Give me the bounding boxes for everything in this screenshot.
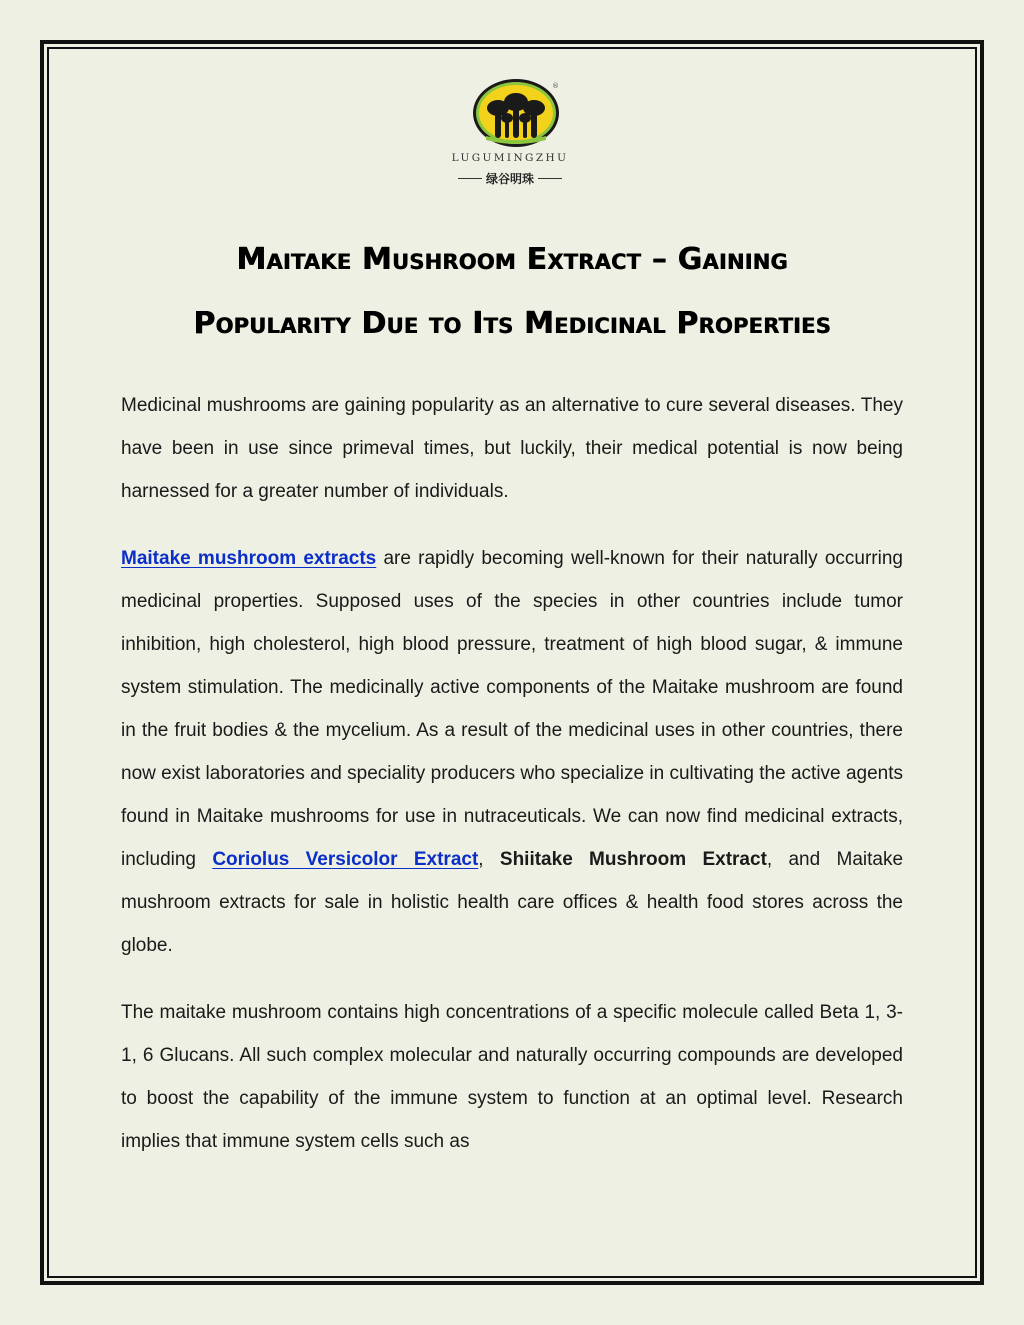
brand-logo (448, 78, 572, 190)
coriolus-extract-link[interactable]: Coriolus Versicolor Extract (212, 849, 479, 870)
paragraph-glucans: The maitake mushroom contains high concentrations of a specific molecule called Beta 1, 3- 1, 6 Glucans. All such complex molecular and naturally occurring compounds are developed to boost the capability of the immune system to function at an optimal level. Research implies that immune system cells such as (121, 1002, 903, 1152)
page-title (100, 238, 924, 346)
shiitake-extract-text: Shiitake Mushroom Extract (499, 849, 767, 870)
mushroom-logo-icon (472, 78, 560, 148)
separator-text: , (478, 849, 500, 870)
title-line-1: Maitake Mushroom Extract – Gaining (236, 242, 788, 277)
article-body (121, 384, 903, 1187)
paragraph-text: are rapidly becoming well-known for their naturally occurring medicinal properties. Supposed uses of the species in other countries include tumor inhibition, high cholesterol, high blood pressure, treatment of high blood sugar, & immune system stimulation. The medicinally active components of the Maitake mushroom are found in the fruit bodies & the mycelium. As a result of the medicinal uses in other countries, there now exist laboratories and speciality producers who specialize in cultivating the active agents found in Maitake mushrooms for use in nutraceuticals. We can now find medicinal extracts, including (121, 548, 903, 870)
divider-line (538, 178, 562, 179)
brand-name-cn-row (448, 170, 572, 187)
paragraph-text: , and Maitake mushroom extracts for sale in holistic health care offices & health food stores across the globe. (121, 849, 904, 956)
title-line-2: Popularity Due to Its Medicinal Properties (193, 306, 831, 341)
brand-name-en: LUGUMINGZHU (451, 152, 569, 164)
divider-line (458, 178, 482, 179)
paragraph-intro: Medicinal mushrooms are gaining popularity as an alternative to cure several diseases. They have been in use since primeval times, but luckily, their medical potential is now being harnessed for a greater number of individuals. (121, 395, 903, 502)
paragraph-uses (121, 537, 903, 967)
maitake-extracts-link[interactable]: Maitake mushroom extracts (121, 548, 377, 569)
brand-name-cn: 绿谷明珠 (485, 172, 534, 186)
registered-mark: ® (552, 82, 559, 90)
